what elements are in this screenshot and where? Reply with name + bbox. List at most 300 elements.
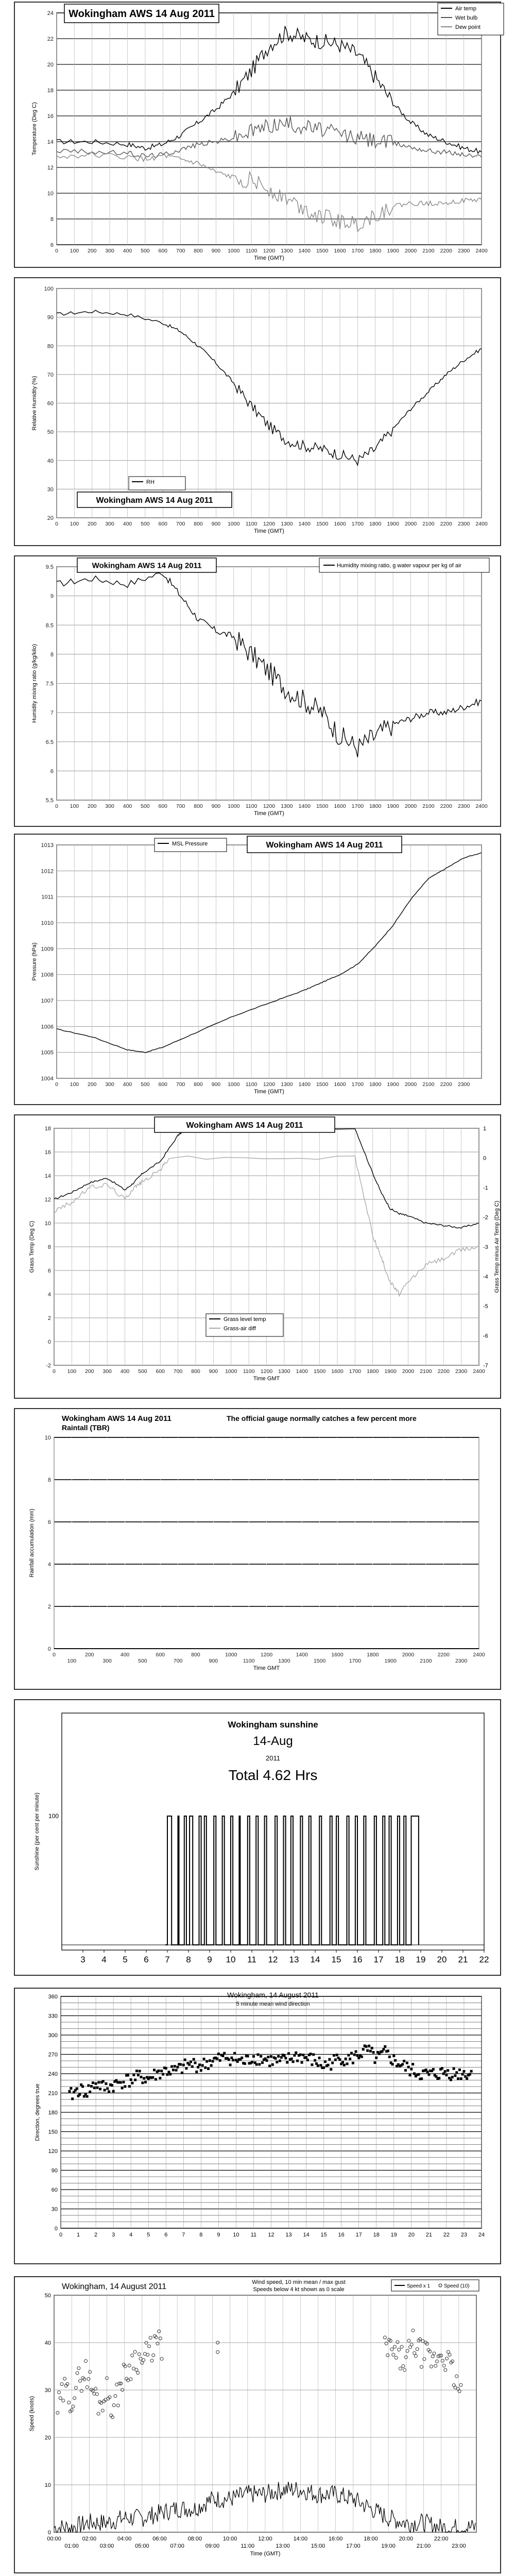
y-tick-label: 1009 [41,946,54,953]
x-tick-label: 2000 [404,248,417,254]
x-tick-label: 700 [176,1081,185,1088]
direction-point [343,2064,346,2066]
x-tick-label: 0 [55,521,58,527]
y2-axis-title: Grass Temp minus Air Temp (Deg C) [494,1200,500,1293]
direction-point [181,2072,183,2074]
x-tick-label: 2000 [402,1368,415,1375]
direction-point [201,2064,204,2066]
x-tick-label: 100 [67,1658,77,1664]
direction-point [229,2063,232,2066]
y-tick-label: 16 [44,1149,51,1156]
direction-point [345,2058,347,2060]
direction-point [355,2050,357,2053]
direction-point [292,2060,295,2063]
x-tick-label: 1600 [334,248,346,254]
direction-point [317,2064,319,2067]
y-axis-title: Speed (knots) [29,2396,35,2432]
direction-point [451,2076,454,2078]
x-tick-label: 2300 [457,521,470,527]
legend-label: Speed x 1 [407,2283,431,2289]
direction-point [357,2057,360,2059]
x-tick-label: 1900 [387,248,399,254]
direction-point [122,2081,125,2083]
legend-label: Speed (10) [444,2283,470,2289]
x-tick-label: 22:00 [434,2536,449,2542]
direction-point [352,2062,354,2064]
chart-subtitle: Wind speed, 10 min mean / max gust [252,2279,346,2285]
y-tick-label: 100 [44,286,54,292]
x-tick-label: 12 [268,1955,278,1964]
x-tick-label: 1700 [351,248,364,254]
direction-point [347,2054,350,2057]
x-tick-label: 1800 [367,1652,379,1658]
direction-point [267,2056,269,2058]
direction-point [384,2045,386,2048]
direction-point [200,2069,202,2072]
y-tick-label: 14 [44,1173,51,1179]
x-tick-label: 500 [141,521,150,527]
direction-point [172,2069,175,2071]
direction-point [391,2063,393,2065]
direction-point [442,2073,445,2075]
y-tick-label: 30 [51,2206,58,2213]
x-tick-label: 24 [478,2232,485,2238]
direction-point [318,2057,321,2059]
x-tick-label: 1800 [369,248,382,254]
direction-point [233,2052,236,2055]
y-tick-label: 12 [44,1197,51,1203]
direction-point [271,2063,274,2066]
x-tick-label: 1600 [331,1652,344,1658]
x-tick-label: 00:00 [47,2536,61,2542]
direction-point [90,2085,93,2088]
direction-point [387,2049,389,2052]
x-tick-label: 07:00 [170,2543,184,2549]
direction-point [221,2055,224,2057]
legend-label: Dew point [455,24,480,30]
x-tick-label: 1200 [260,1368,273,1375]
direction-point [198,2063,201,2066]
y-tick-label: 60 [51,2187,58,2193]
x-tick-label: 2200 [440,1081,452,1088]
direction-point [327,2064,330,2066]
y-tick-label: -2 [46,1363,51,1369]
direction-point [130,2078,132,2081]
x-tick-label: 11 [250,2232,257,2238]
x-tick-label: 2100 [422,803,435,809]
y-tick-label: 90 [47,314,54,321]
direction-point [306,2059,309,2061]
x-tick-label: 1200 [263,248,276,254]
x-tick-label: 1300 [278,1658,290,1664]
direction-point [350,2052,353,2055]
y-tick-label: 10 [44,1435,51,1441]
x-tick-label: 300 [102,1368,112,1375]
y-tick-label: 150 [48,2129,58,2136]
x-tick-label: 1700 [349,1658,362,1664]
x-tick-label: 300 [105,248,114,254]
x-tick-label: 500 [138,1658,147,1664]
direction-point [299,2054,302,2056]
direction-point [408,2074,411,2076]
direction-point [469,2073,471,2076]
x-tick-label: 900 [209,1658,218,1664]
x-tick-label: 1600 [334,1081,346,1088]
direction-point [314,2059,316,2062]
x-tick-label: 09:00 [205,2543,220,2549]
direction-point [438,2077,440,2079]
direction-point [353,2054,356,2056]
x-tick-label: 700 [176,248,185,254]
direction-point [68,2090,71,2093]
x-tick-label: 100 [67,1368,77,1375]
x-tick-label: 200 [87,1081,97,1088]
direction-point [401,2063,404,2065]
x-tick-label: 600 [158,521,168,527]
x-tick-label: 7 [182,2232,185,2238]
x-tick-label: 1400 [296,1368,308,1375]
direction-point [203,2058,205,2060]
direction-point [131,2082,134,2084]
x-tick-label: 1100 [245,1081,258,1088]
direction-point [444,2070,447,2073]
direction-point [375,2057,377,2059]
x-tick-label: 100 [70,521,79,527]
chart-subtitle-2: Speeds below 4 kt shown as 0 scale [253,2286,345,2293]
direction-point [312,2053,315,2056]
x-tick-label: 1300 [278,1368,290,1375]
x-tick-label: 600 [158,248,168,254]
y-tick-label: 30 [47,486,54,493]
x-tick-label: 900 [211,521,221,527]
y-tick-label: 1010 [41,920,54,926]
x-tick-label: 1700 [351,803,364,809]
direction-point [112,2090,115,2093]
x-tick-label: 100 [70,248,79,254]
x-tick-label: 1800 [369,803,382,809]
y-axis-title: Pressure (hPa) [31,942,38,981]
direction-point [447,2069,449,2072]
y-tick-label: 1006 [41,1024,54,1030]
x-tick-label: 10 [226,1955,236,1964]
direction-point [83,2095,85,2098]
y-tick-label: 360 [48,1994,58,2000]
direction-point [453,2067,455,2070]
pressure-chart-panel [0,832,515,1108]
direction-point [322,2066,325,2069]
direction-point [93,2087,96,2089]
y-tick-label: 6 [47,1519,51,1526]
x-tick-label: 1700 [351,521,364,527]
direction-point [302,2054,304,2056]
y-axis-title: Rainfall accumulation (mm) [29,1509,35,1578]
direction-point [232,2059,234,2061]
x-tick-label: 0 [53,1652,56,1658]
x-tick-label: 11 [247,1955,256,1964]
x-tick-label: 300 [105,1081,114,1088]
x-tick-label: 1400 [298,803,311,809]
direction-point [252,2055,255,2058]
x-tick-label: 2 [94,2232,98,2238]
direction-point [388,2056,391,2058]
y-tick-label: 50 [44,2293,51,2299]
direction-point [356,2054,358,2057]
x-tick-label: 5 [123,1955,128,1964]
direction-point [87,2084,90,2087]
y-tick-label: 4 [47,1562,51,1568]
x-tick-label: 17:00 [346,2543,360,2549]
y-axis-title: Direction, degrees true [35,2083,41,2141]
direction-point [179,2063,182,2066]
x-tick-label: 21 [425,2232,432,2238]
chart-year: 2011 [266,1754,280,1762]
x-tick-label: 1900 [387,803,399,809]
y-tick-label: 1007 [41,998,54,1004]
direction-point [162,2073,164,2076]
direction-point [265,2059,268,2062]
direction-point [284,2057,287,2059]
x-tick-label: 1600 [334,521,346,527]
y-axis-title: Sunshine (per cent per minute) [34,1792,40,1871]
x-tick-label: 1500 [316,248,329,254]
y-tick-label: 60 [47,400,54,407]
direction-point [290,2058,293,2060]
x-tick-label: 1100 [245,248,258,254]
y-tick-label: 120 [48,2148,58,2155]
direction-point [195,2071,198,2073]
x-tick-label: 02:00 [82,2536,97,2542]
y-tick-label: 5.5 [45,798,54,804]
direction-point [81,2085,84,2088]
chart-title: Wokingham, 14 August 2011 [227,1991,319,1999]
x-tick-label: 19 [416,1955,426,1964]
direction-point [457,2077,459,2080]
x-tick-label: 700 [173,1658,183,1664]
y-tick-label: 9 [50,593,54,600]
y-tick-label: 8 [47,1477,51,1483]
direction-point [210,2064,213,2067]
y-tick-label: 1004 [41,1076,54,1082]
x-tick-label: 1200 [263,1081,276,1088]
x-tick-label: 700 [173,1368,183,1375]
x-axis-title: Time (GMT) [254,255,284,261]
direction-point [188,2063,191,2066]
x-tick-label: 500 [141,248,150,254]
x-tick-label: 0 [55,248,58,254]
direction-point [230,2057,233,2059]
y-tick-label: 18 [47,88,54,94]
sunshine-total: Total 4.62 Hrs [228,1767,318,1783]
direction-point [144,2081,147,2083]
direction-point [193,2058,195,2061]
y2-tick-label: -7 [483,1363,488,1369]
legend-label: Grass level temp [224,1316,266,1323]
x-tick-label: 600 [158,1081,168,1088]
direction-point [255,2063,258,2066]
direction-point [244,2062,246,2065]
direction-point [310,2053,312,2055]
x-tick-label: 1600 [334,803,346,809]
x-tick-label: 12:00 [258,2536,272,2542]
direction-point [165,2067,167,2070]
direction-point [119,2081,122,2083]
x-tick-label: 900 [211,248,221,254]
chart-title: Wokingham, 14 August 2011 [62,2282,167,2291]
x-tick-label: 23 [460,2232,468,2238]
x-tick-label: 13:00 [276,2543,290,2549]
x-tick-label: 2200 [440,803,452,809]
y2-tick-label: -4 [483,1274,488,1280]
x-tick-label: 06:00 [152,2536,167,2542]
direction-point [140,2076,143,2078]
y-tick-label: 210 [48,2090,58,2097]
y-tick-label: 80 [47,343,54,350]
direction-point [151,2076,154,2079]
direction-point [394,2059,397,2062]
y-tick-label: 40 [47,457,54,464]
x-tick-label: 16 [338,2232,345,2238]
y-tick-label: 18 [44,1126,51,1132]
direction-point [219,2059,221,2062]
direction-point [256,2053,259,2056]
y-tick-label: 10 [44,1221,51,1227]
x-tick-label: 04:00 [117,2536,132,2542]
direction-point [466,2077,468,2080]
direction-point [209,2059,211,2062]
direction-point [105,2082,107,2085]
direction-point [216,2057,218,2060]
direction-point [191,2065,194,2068]
x-tick-label: 1500 [313,1368,326,1375]
x-tick-label: 400 [123,1081,132,1088]
x-tick-label: 1000 [225,1368,237,1375]
direction-point [260,2055,262,2058]
y2-tick-label: 0 [483,1155,487,1162]
direction-point [287,2052,290,2055]
x-tick-label: 1800 [369,1081,382,1088]
x-tick-label: 1400 [296,1652,308,1658]
gauge-note: The official gauge normally catches a few percent more [227,1414,417,1422]
y-tick-label: 7.5 [45,681,54,687]
x-tick-label: 22 [443,2232,450,2238]
direction-point [324,2060,327,2063]
x-tick-label: 20 [437,1955,447,1964]
direction-point [406,2062,408,2064]
x-tick-label: 14 [310,1955,320,1964]
direction-point [296,2060,299,2062]
direction-point [371,2047,373,2049]
plot-area [62,1713,484,1950]
x-tick-label: 1000 [228,803,240,809]
x-tick-label: 1100 [245,803,258,809]
legend-label: MSL Pressure [172,841,208,847]
x-tick-label: 1100 [245,521,258,527]
x-tick-label: 21 [458,1955,468,1964]
x-tick-label: 0 [55,803,58,809]
x-tick-label: 23:00 [452,2543,466,2549]
direction-point [369,2050,372,2053]
wind-speed-chart-panel [0,2275,515,2576]
x-tick-label: 600 [158,803,168,809]
direction-point [341,2061,344,2063]
x-tick-label: 2100 [422,1081,435,1088]
direction-point [372,2051,375,2054]
y-tick-label: 20 [44,2435,51,2441]
humidity-chart-panel [0,276,515,549]
x-tick-label: 20 [408,2232,415,2238]
y-axis-title: Temperature (Deg C) [31,102,38,156]
direction-point [194,2061,196,2064]
direction-point [121,2087,124,2089]
chart-subtitle: 14-Aug [253,1734,293,1748]
x-tick-label: 20:00 [399,2536,414,2542]
direction-point [228,2058,230,2061]
x-tick-label: 300 [105,803,114,809]
direction-point [78,2093,81,2096]
x-tick-label: 800 [194,1081,203,1088]
x-tick-label: 7 [165,1955,170,1964]
mixing-ratio-chart-panel [0,554,515,829]
x-tick-label: 3 [112,2232,115,2238]
direction-point [280,2056,283,2059]
x-tick-label: 0 [55,1081,58,1088]
direction-point [445,2074,448,2076]
direction-point [190,2060,192,2063]
direction-point [92,2081,94,2084]
x-tick-label: 14 [303,2232,310,2238]
x-tick-label: 2200 [437,1368,450,1375]
chart-subtitle: Raintall (TBR) [62,1423,110,1432]
x-tick-label: 500 [141,803,150,809]
direction-point [102,2080,105,2082]
legend-box [129,477,185,490]
direction-point [166,2073,169,2076]
x-axis-title: Time (GMT) [254,528,284,534]
x-tick-label: 2000 [404,1081,417,1088]
y-tick-label: 1008 [41,972,54,978]
x-tick-label: 14:00 [293,2536,308,2542]
y-tick-label: 2 [47,1315,51,1321]
direction-point [169,2073,171,2075]
y-tick-label: 330 [48,2013,58,2020]
direction-point [413,2072,416,2075]
x-tick-label: 19 [390,2232,397,2238]
x-tick-label: 800 [194,803,203,809]
direction-point [403,2060,405,2062]
direction-point [305,2056,307,2059]
direction-point [333,2054,335,2057]
x-tick-label: 500 [141,1081,150,1088]
direction-point [319,2064,322,2066]
direction-point [97,2081,100,2083]
x-tick-label: 2100 [420,1658,432,1664]
x-tick-label: 1000 [228,521,240,527]
x-tick-label: 2400 [473,1368,485,1375]
direction-point [441,2067,443,2070]
direction-point [293,2054,296,2057]
direction-point [270,2055,272,2058]
direction-point [174,2065,176,2067]
x-tick-label: 1400 [298,248,311,254]
y2-tick-label: 1 [483,1126,487,1132]
y-tick-label: 0 [47,2530,51,2536]
x-tick-label: 200 [87,248,97,254]
x-tick-label: 18 [373,2232,380,2238]
x-tick-label: 800 [191,1368,200,1375]
y2-tick-label: -6 [483,1333,488,1340]
x-tick-label: 2300 [457,803,470,809]
x-tick-label: 1000 [228,248,240,254]
